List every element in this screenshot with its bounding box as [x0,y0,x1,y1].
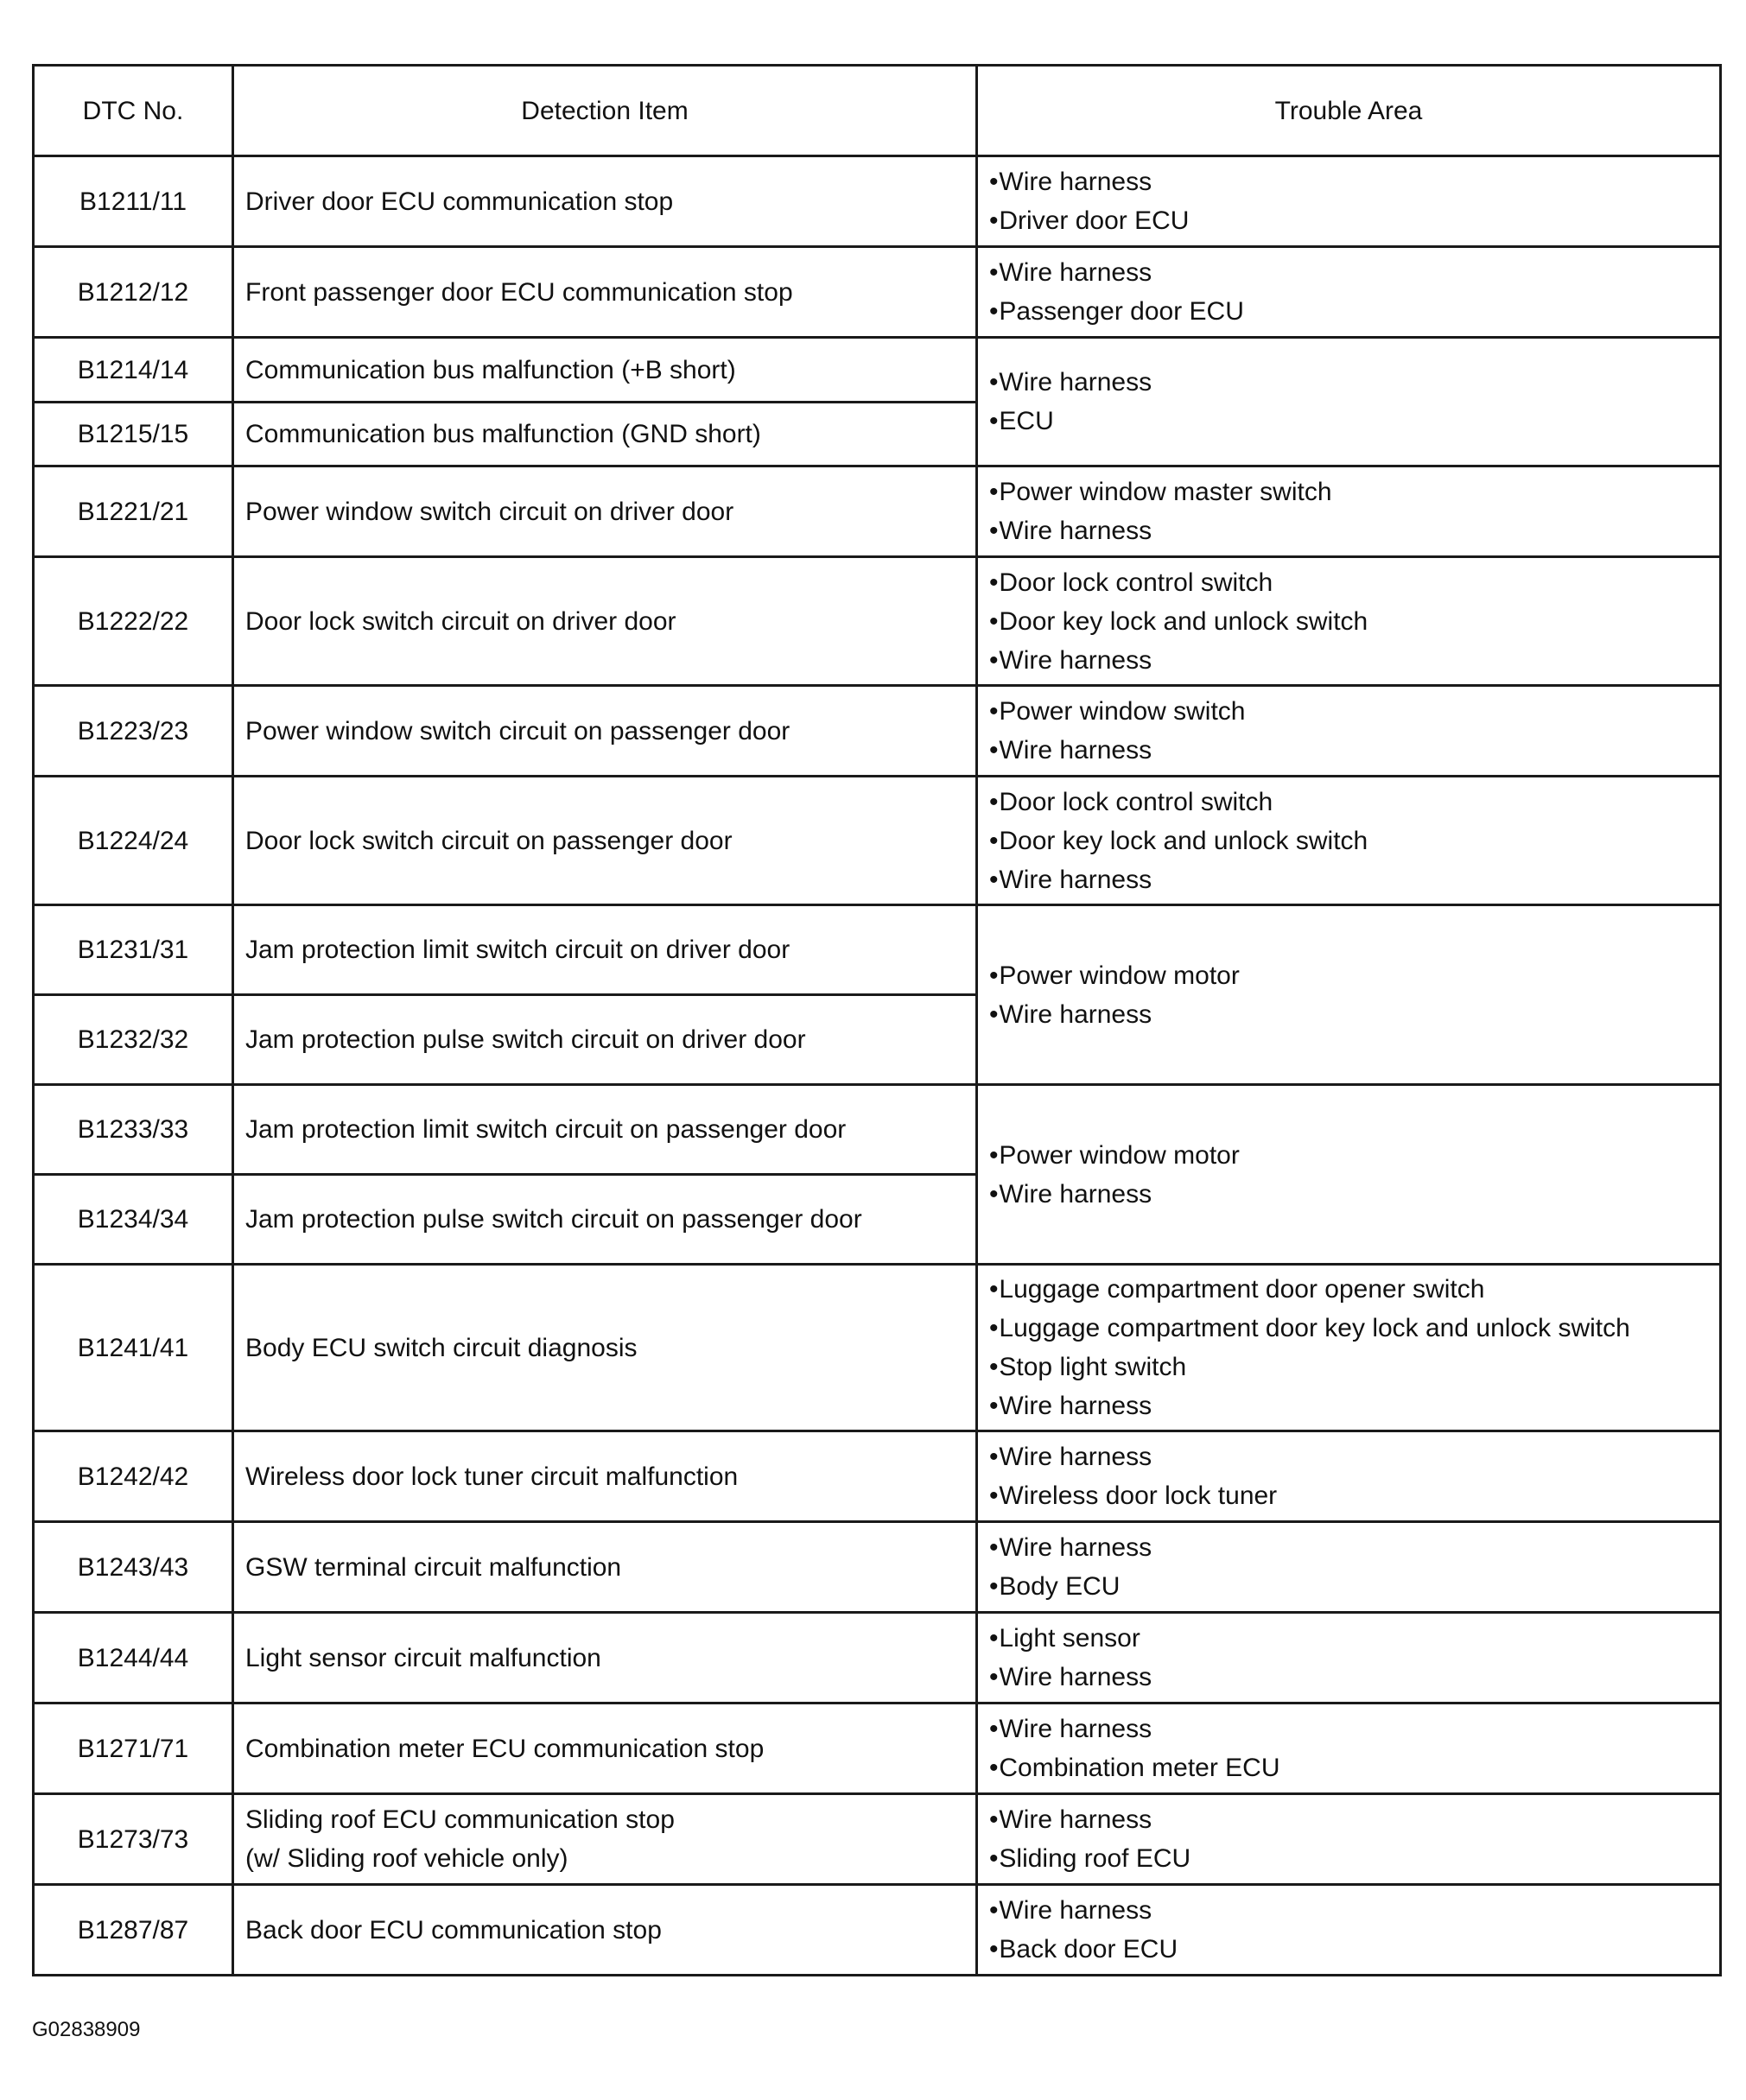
trouble-area-cell [977,1265,1721,1431]
dtc-code-cell [34,1522,233,1613]
trouble-area-item [989,1175,1719,1214]
dtc-code: B1214/14 [77,355,189,384]
dtc-code-cell [34,905,233,995]
trouble-area-item [989,1658,1719,1697]
trouble-area-text: Wire harness [999,865,1152,894]
dtc-code: B1232/32 [77,1025,189,1054]
trouble-area-list [989,1800,1719,1878]
trouble-area-text: Door lock control switch [999,787,1273,816]
trouble-area-text: Power window master switch [999,478,1332,506]
detection-item-cell [233,1431,977,1522]
trouble-area-item [989,1136,1719,1175]
trouble-area-list [989,1619,1719,1697]
trouble-area-text: Wire harness [999,999,1152,1029]
table-row [34,1613,1721,1703]
dtc-code-cell [34,1431,233,1522]
table-row [34,1085,1721,1175]
trouble-area-text: Door key lock and unlock switch [999,826,1368,855]
trouble-area-text: Luggage compartment door key lock and unlock switch [999,1314,1630,1342]
trouble-area-item [989,1748,1719,1787]
table-row [34,1522,1721,1613]
figure-id: G02838909 [32,2018,141,2041]
detection-item-cell [233,1703,977,1794]
dtc-code: B1231/31 [77,936,189,964]
detection-item-cell [233,1885,977,1976]
detection-item-cell [233,1613,977,1703]
trouble-area-list [989,1710,1719,1787]
trouble-area-item [989,473,1719,511]
table-row [34,557,1721,686]
trouble-area-text: Luggage compartment door opener switch [999,1275,1485,1304]
trouble-area-cell [977,1794,1721,1885]
trouble-area-list [989,956,1719,1034]
detection-item: Jam protection limit switch circuit on driver door [245,936,790,964]
trouble-area-cell [977,905,1721,1085]
trouble-area-item [989,692,1719,731]
trouble-area-cell [977,1522,1721,1613]
detection-item: Light sensor circuit malfunction [245,1643,601,1672]
trouble-area-list [989,1270,1719,1425]
trouble-area-item [989,563,1719,602]
trouble-area-cell [977,1703,1721,1794]
trouble-area-list [989,563,1719,680]
trouble-area-list [989,1136,1719,1214]
trouble-area-cell [977,1613,1721,1703]
detection-item-cell [233,1794,977,1885]
trouble-area-list [989,783,1719,899]
trouble-area-item [989,783,1719,822]
dtc-code: B1242/42 [77,1462,189,1491]
detection-item: Communication bus malfunction (GND short) [245,420,761,448]
trouble-area-text: Stop light switch [999,1353,1187,1381]
dtc-code-cell [34,1265,233,1431]
detection-item-cell [233,686,977,777]
dtc-code: B1244/44 [77,1643,189,1672]
table-row [34,338,1721,403]
dtc-code: B1243/43 [77,1552,189,1582]
detection-item: Communication bus malfunction (+B short) [245,355,736,384]
trouble-area-item [989,162,1719,201]
detection-item-cell [233,156,977,247]
table-row [34,466,1721,557]
detection-item: Door lock switch circuit on passenger door [245,826,733,855]
dtc-code: B1233/33 [77,1115,189,1144]
trouble-area-item [989,995,1719,1034]
trouble-area-item [989,363,1719,402]
table-row [34,156,1721,247]
dtc-code-cell [34,686,233,777]
detection-item-cell [233,905,977,995]
trouble-area-item [989,1930,1719,1969]
trouble-area-text: Wire harness [999,258,1152,287]
trouble-area-item [989,1348,1719,1386]
trouble-area-item [989,1710,1719,1748]
trouble-area-item [989,1437,1719,1476]
header-trouble-area: Trouble Area [977,66,1721,156]
trouble-area-cell [977,1085,1721,1265]
trouble-area-item [989,1386,1719,1425]
trouble-area-cell [977,466,1721,557]
dtc-code-cell [34,1703,233,1794]
trouble-area-item [989,731,1719,770]
header-row [34,66,1721,156]
detection-item-cell [233,247,977,338]
trouble-area-cell [977,777,1721,905]
trouble-area-item [989,641,1719,680]
dtc-code: B1273/73 [77,1824,189,1854]
header-detection-item: Detection Item [233,66,977,156]
dtc-code-cell [34,403,233,466]
detection-item-cell [233,1522,977,1613]
trouble-area-cell [977,557,1721,686]
dtc-code-cell [34,1613,233,1703]
trouble-area-text: Wire harness [999,368,1152,397]
trouble-area-cell [977,686,1721,777]
trouble-area-cell [977,1885,1721,1976]
detection-item: Power window switch circuit on passenger door [245,716,790,745]
table-row [34,686,1721,777]
trouble-area-text: Wire harness [999,736,1152,765]
trouble-area-text: Wire harness [999,645,1152,675]
detection-item-cell [233,995,977,1085]
trouble-area-item [989,1309,1719,1348]
trouble-area-text: Power window switch [999,697,1246,726]
dtc-code-cell [34,1885,233,1976]
trouble-area-text: Power window motor [999,961,1240,990]
dtc-code: B1212/12 [77,277,189,307]
detection-item-cell [233,1085,977,1175]
trouble-area-item [989,402,1719,441]
trouble-area-list [989,692,1719,770]
dtc-code-cell [34,557,233,686]
trouble-area-list [989,473,1719,550]
detection-item: Wireless door lock tuner circuit malfunction [245,1462,739,1491]
detection-item-cell [233,1175,977,1265]
trouble-area-item [989,956,1719,995]
trouble-area-text: Wire harness [999,1179,1152,1209]
trouble-area-text: Door key lock and unlock switch [999,606,1368,636]
trouble-area-list [989,363,1719,441]
trouble-area-text: Sliding roof ECU [999,1844,1191,1873]
dtc-code: B1223/23 [77,716,189,745]
dtc-code-cell [34,1794,233,1885]
trouble-area-item [989,1839,1719,1878]
table-row [34,1703,1721,1794]
dtc-code: B1224/24 [77,826,189,855]
trouble-area-text: Driver door ECU [999,206,1190,235]
detection-item: Jam protection pulse switch circuit on passenger door [245,1205,862,1234]
detection-item-cell [233,557,977,686]
table-row [34,1265,1721,1431]
trouble-area-text: Wireless door lock tuner [999,1481,1278,1510]
trouble-area-item [989,1619,1719,1658]
detection-item-cell [233,338,977,403]
trouble-area-text: Wire harness [999,168,1152,196]
dtc-code: B1222/22 [77,606,189,636]
dtc-code: B1211/11 [79,187,187,216]
trouble-area-item [989,1567,1719,1606]
dtc-code: B1241/41 [77,1333,189,1362]
detection-item-cell [233,403,977,466]
trouble-area-item [989,1476,1719,1515]
trouble-area-item [989,292,1719,331]
dtc-code-cell [34,777,233,905]
detection-item: Body ECU switch circuit diagnosis [245,1333,638,1362]
detection-item: Sliding roof ECU communication stop (w/ Sliding roof vehicle only) [245,1805,675,1873]
table-row [34,247,1721,338]
trouble-area-cell [977,247,1721,338]
trouble-area-list [989,162,1719,240]
trouble-area-text: Light sensor [999,1624,1140,1653]
detection-item-cell [233,466,977,557]
trouble-area-cell [977,156,1721,247]
dtc-table-body [34,156,1721,1976]
table-row [34,1885,1721,1976]
trouble-area-text: Wire harness [999,1443,1152,1471]
trouble-area-item [989,511,1719,550]
dtc-code: B1271/71 [77,1734,189,1763]
trouble-area-list [989,1891,1719,1969]
trouble-area-list [989,1437,1719,1515]
trouble-area-item [989,602,1719,641]
trouble-area-item [989,1528,1719,1567]
detection-item: Jam protection limit switch circuit on passenger door [245,1115,847,1144]
trouble-area-text: Wire harness [999,517,1152,545]
detection-item: Back door ECU communication stop [245,1915,662,1945]
dtc-code: B1287/87 [77,1915,189,1945]
detection-item-cell [233,777,977,905]
dtc-code-cell [34,995,233,1085]
trouble-area-cell [977,338,1721,466]
header-dtc-no: DTC No. [34,66,233,156]
trouble-area-text: Wire harness [999,1715,1152,1743]
trouble-area-text: Power window motor [999,1140,1240,1170]
trouble-area-item [989,253,1719,292]
trouble-area-item [989,201,1719,240]
dtc-code: B1215/15 [77,420,189,448]
trouble-area-text: Wire harness [999,1392,1152,1420]
dtc-code-cell [34,1175,233,1265]
trouble-area-text: Wire harness [999,1896,1152,1925]
detection-item: Door lock switch circuit on driver door [245,606,676,636]
trouble-area-text: Passenger door ECU [999,297,1244,326]
trouble-area-item [989,1800,1719,1839]
dtc-code-cell [34,156,233,247]
trouble-area-text: Door lock control switch [999,568,1273,597]
dtc-code: B1221/21 [77,497,189,526]
dtc-code-cell [34,466,233,557]
dtc-table [32,64,1722,1976]
detection-item: Jam protection pulse switch circuit on driver door [245,1025,806,1054]
trouble-area-text: Back door ECU [999,1935,1178,1964]
dtc-code: B1234/34 [77,1205,189,1234]
trouble-area-text: Combination meter ECU [999,1754,1280,1782]
detection-item: Driver door ECU communication stop [245,187,674,216]
table-row [34,1431,1721,1522]
trouble-area-text: Wire harness [999,1805,1152,1834]
trouble-area-text: Wire harness [999,1533,1152,1562]
dtc-code-cell [34,338,233,403]
detection-item: Combination meter ECU communication stop [245,1734,765,1763]
dtc-code-cell [34,247,233,338]
detection-item: Front passenger door ECU communication stop [245,277,793,307]
detection-item: GSW terminal circuit malfunction [245,1552,622,1582]
dtc-code-cell [34,1085,233,1175]
trouble-area-text: ECU [999,407,1054,435]
trouble-area-list [989,1528,1719,1606]
trouble-area-cell [977,1431,1721,1522]
table-row [34,1794,1721,1885]
trouble-area-item [989,860,1719,899]
detection-item-cell [233,1265,977,1431]
detection-item: Power window switch circuit on driver door [245,497,734,526]
table-row [34,777,1721,905]
trouble-area-item [989,822,1719,860]
trouble-area-item [989,1270,1719,1309]
trouble-area-text: Wire harness [999,1663,1152,1691]
trouble-area-list [989,253,1719,331]
table-row [34,905,1721,995]
trouble-area-text: Body ECU [999,1572,1121,1601]
trouble-area-item [989,1891,1719,1930]
